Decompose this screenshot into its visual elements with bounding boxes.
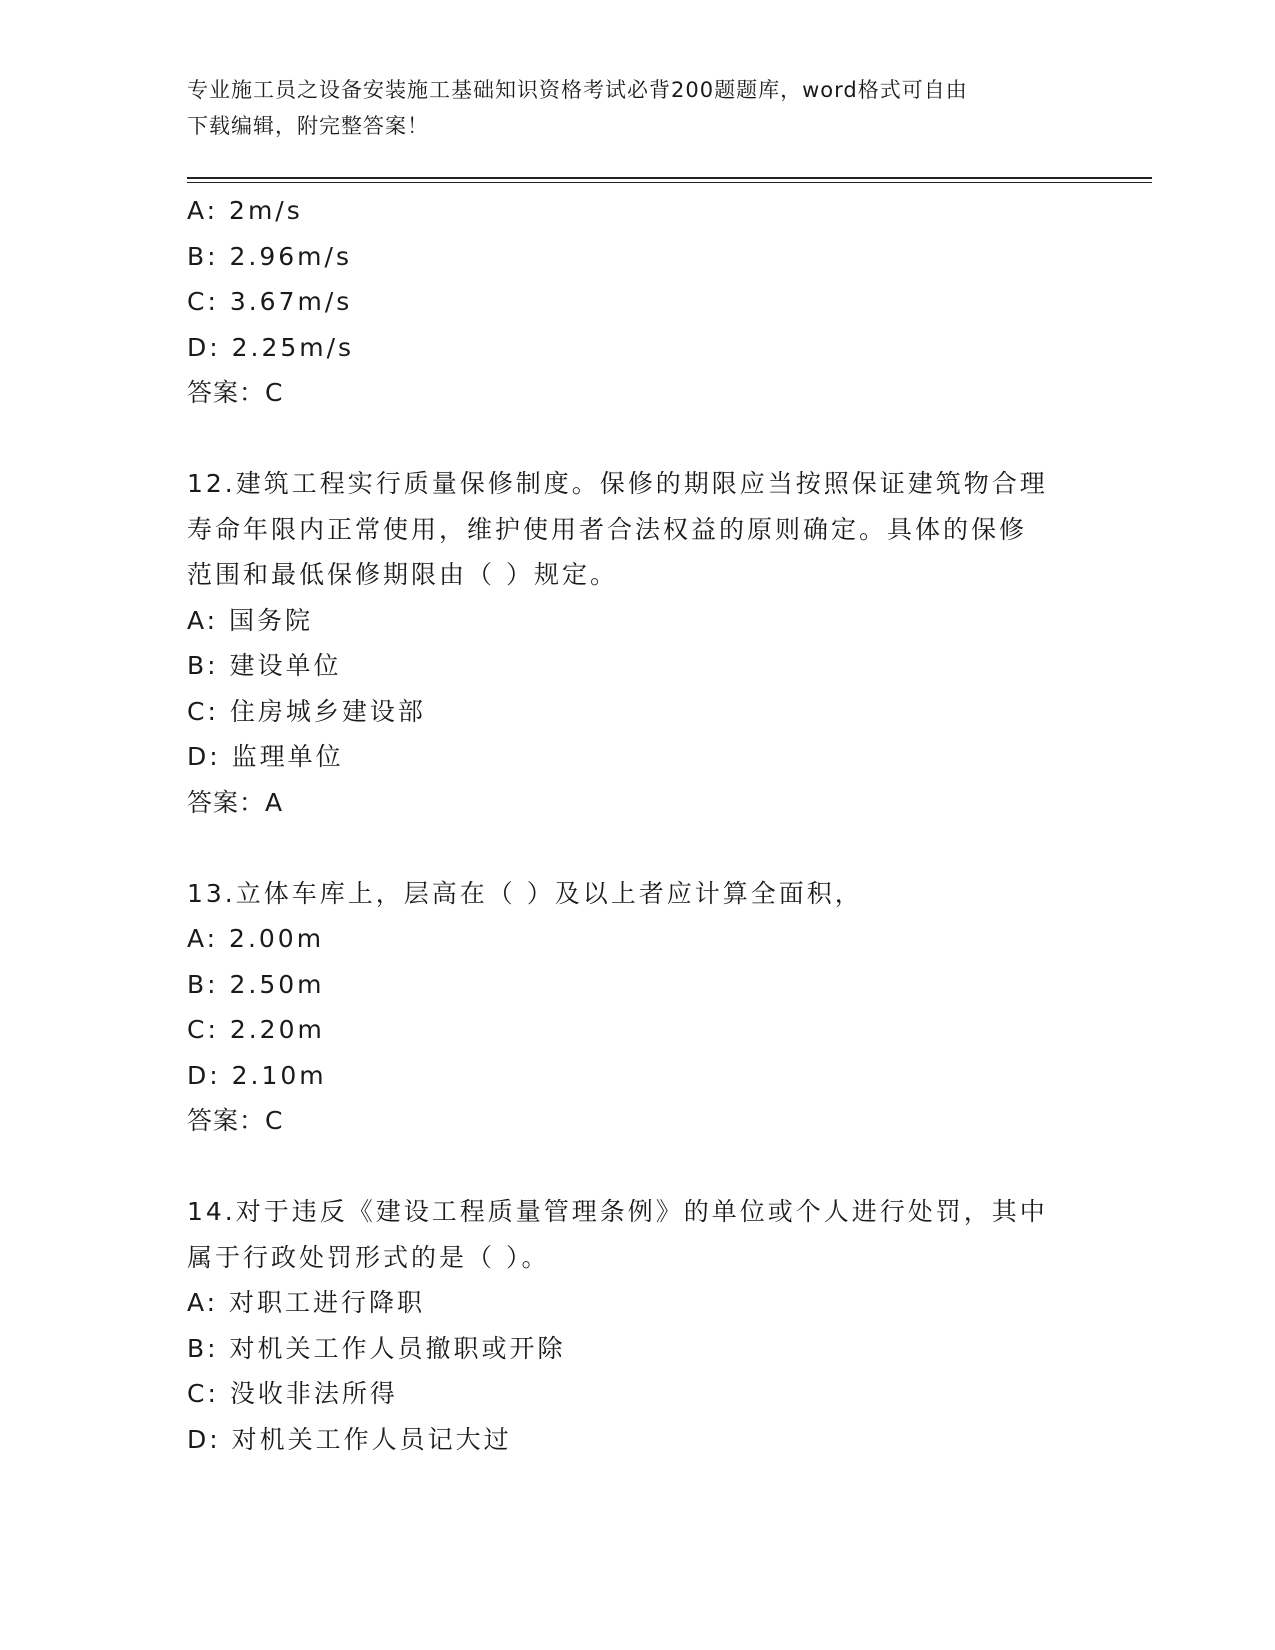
option-a: A: 国务院	[187, 605, 314, 635]
question-text-line: 14.对于违反《建设工程质量管理条例》的单位或个人进行处罚，其中	[187, 1197, 1048, 1226]
option-c: C: 3.67m/s	[187, 287, 353, 316]
spacer	[187, 825, 1087, 871]
question-text-line: 12.建筑工程实行质量保修制度。保修的期限应当按照保证建筑物合理	[187, 469, 1048, 498]
option-b: B: 建设单位	[187, 651, 342, 680]
option-a: A: 2m/s	[187, 196, 303, 225]
option-b: B: 对机关工作人员撤职或开除	[187, 1333, 566, 1363]
option-c: C: 2.20m	[187, 1015, 325, 1044]
option-a: A: 2.00m	[187, 924, 325, 953]
document-body	[187, 188, 1087, 1462]
option-c: C: 没收非法所得	[187, 1379, 398, 1408]
header-line-1: 专业施工员之设备安装施工基础知识资格考试必背200题题库，word格式可自由	[187, 78, 968, 102]
question-12	[187, 461, 1087, 825]
question-11-continued	[187, 188, 1087, 416]
header-line-2: 下载编辑，附完整答案！	[187, 114, 429, 138]
question-text-line: 属于行政处罚形式的是（ ）。	[187, 1242, 550, 1272]
spacer	[187, 416, 1087, 462]
option-d: D: 监理单位	[187, 742, 344, 771]
answer-line: 答案：C	[187, 378, 284, 407]
option-d: D: 2.10m	[187, 1060, 327, 1090]
option-c: C: 住房城乡建设部	[187, 696, 426, 726]
answer-line: 答案：C	[187, 1106, 284, 1135]
answer-line: 答案：A	[187, 787, 284, 817]
question-14	[187, 1189, 1087, 1462]
option-b: B: 2.96m/s	[187, 241, 352, 271]
option-d: D: 对机关工作人员记大过	[187, 1424, 512, 1454]
question-text-line: 寿命年限内正常使用，维护使用者合法权益的原则确定。具体的保修	[187, 514, 1028, 544]
spacer	[187, 1144, 1087, 1190]
question-text-line: 范围和最低保修期限由（ ）规定。	[187, 560, 618, 589]
question-text-line: 13.立体车库上，层高在（ ）及以上者应计算全面积，	[187, 878, 863, 908]
header-divider	[187, 177, 1152, 183]
question-13	[187, 871, 1087, 1144]
option-a: A: 对职工进行降职	[187, 1288, 426, 1317]
option-b: B: 2.50m	[187, 969, 325, 999]
option-d: D: 2.25m/s	[187, 332, 355, 362]
document-header	[187, 72, 1087, 144]
